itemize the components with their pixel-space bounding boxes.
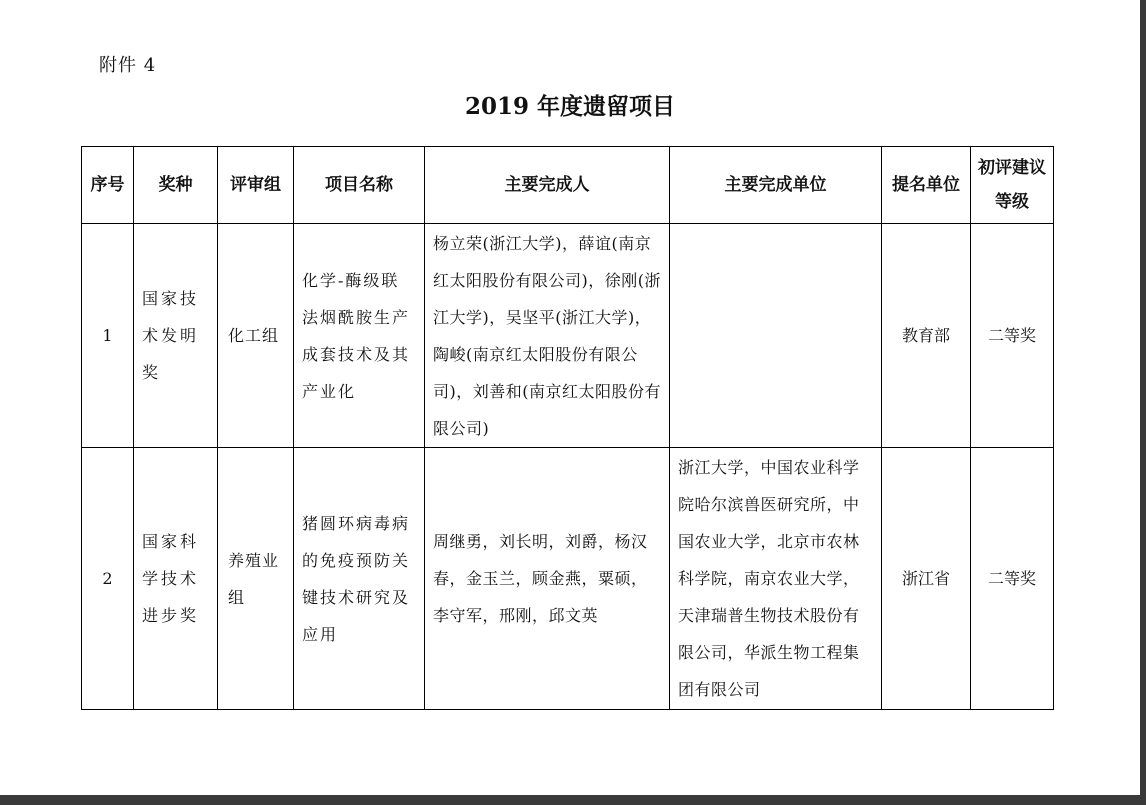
cell-units	[670, 224, 882, 448]
viewer-frame-bottom	[0, 795, 1146, 805]
cell-level: 二等奖	[971, 448, 1054, 710]
col-header-group: 评审组	[218, 147, 294, 224]
cell-nominator: 教育部	[882, 224, 971, 448]
cell-units: 浙江大学，中国农业科学院哈尔滨兽医研究所，中国农业大学，北京市农林科学院，南京农业大学，天津瑞普生物技术股份有限公司，华派生物工程集团有限公司	[670, 448, 882, 710]
col-header-units: 主要完成单位	[670, 147, 882, 224]
col-header-nominator: 提名单位	[882, 147, 971, 224]
cell-group: 化工组	[218, 224, 294, 448]
cell-project: 化学-酶级联法烟酰胺生产成套技术及其产业化	[294, 224, 425, 448]
cell-persons: 周继勇，刘长明，刘爵，杨汉春，金玉兰，顾金燕，粟硕，李守军，邢刚，邱文英	[425, 448, 670, 710]
cell-no: 1	[82, 224, 134, 448]
cell-project: 猪圆环病毒病的免疫预防关键技术研究及应用	[294, 448, 425, 710]
cell-persons: 杨立荣(浙江大学)，薛谊(南京红太阳股份有限公司)，徐刚(浙江大学)，吴坚平(浙江大学)，陶峻(南京红太阳股份有限公司)，刘善和(南京红太阳股份有限公司)	[425, 224, 670, 448]
cell-award: 国家技术发明奖	[134, 224, 218, 448]
cell-award: 国家科学技术进步奖	[134, 448, 218, 710]
table-row	[82, 224, 1054, 448]
table-header-row	[82, 147, 1054, 224]
attachment-label: 附件 4	[99, 55, 157, 76]
table-row	[82, 448, 1054, 710]
cell-nominator: 浙江省	[882, 448, 971, 710]
document-title: 2019 年度遗留项目	[464, 93, 676, 120]
cell-group: 养殖业组	[218, 448, 294, 710]
col-header-persons: 主要完成人	[425, 147, 670, 224]
viewer-frame-right	[1140, 0, 1146, 805]
col-header-award: 奖种	[134, 147, 218, 224]
col-header-project: 项目名称	[294, 147, 425, 224]
projects-table	[81, 146, 1054, 710]
cell-no: 2	[82, 448, 134, 710]
cell-level: 二等奖	[971, 224, 1054, 448]
col-header-level: 初评建议等级	[971, 147, 1054, 224]
col-header-no: 序号	[82, 147, 134, 224]
